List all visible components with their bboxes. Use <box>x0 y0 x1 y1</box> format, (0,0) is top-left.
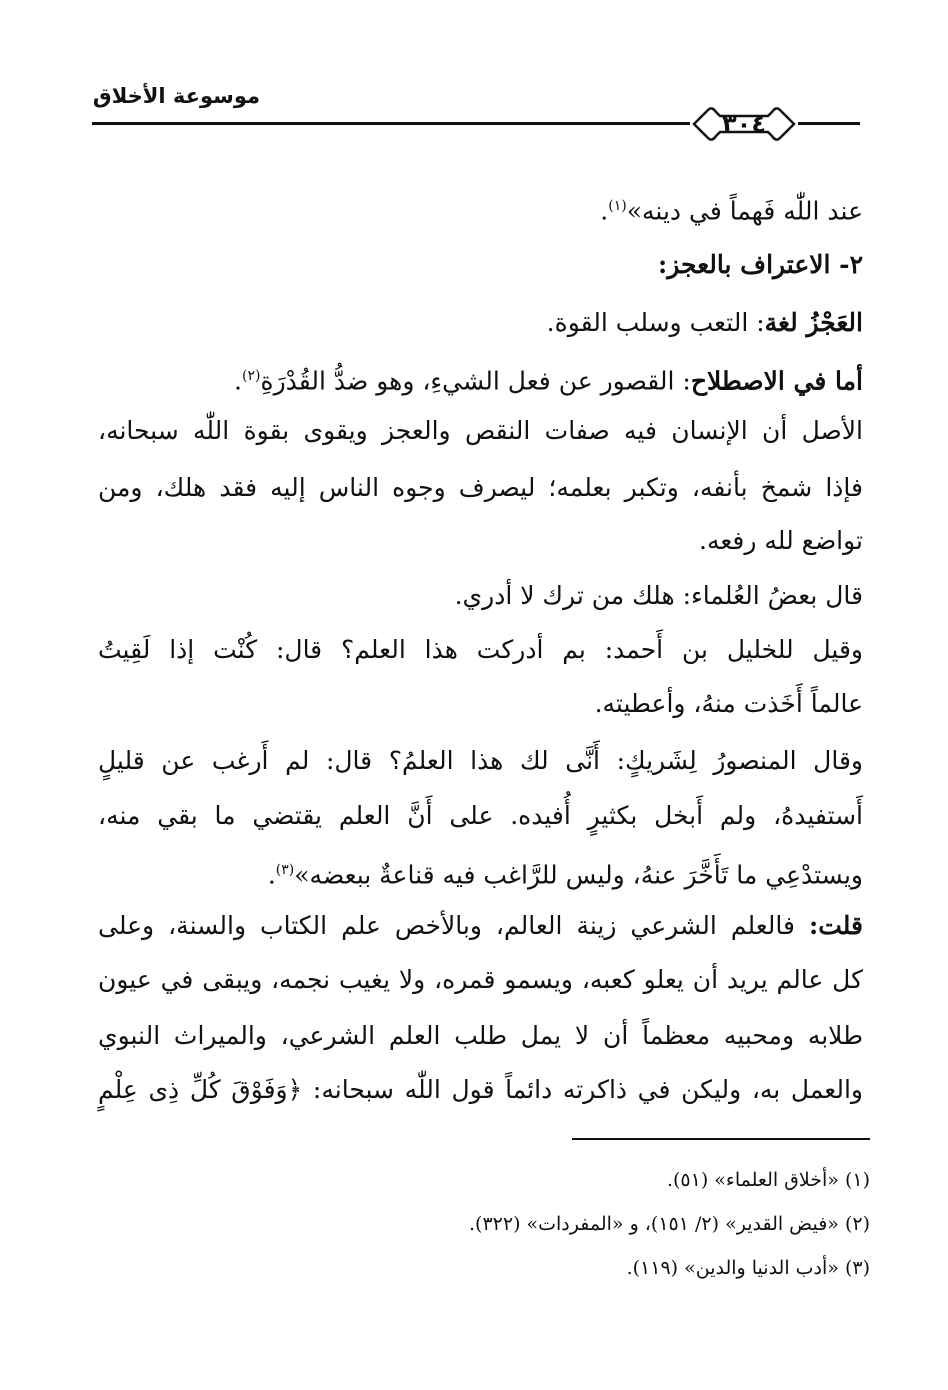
header-rule-right <box>798 122 860 125</box>
text-line-10: عالماً أَخَذت منهُ، وأعطيته. <box>594 689 863 718</box>
page-number: ٣٠٤ <box>722 110 766 138</box>
text-line-13: ويستدْعِي ما تَأَخَّرَ عنهُ، وليس للرَّاغب فيه قناعةٌ ببعضه»$^{(٣)}$. <box>267 860 863 890</box>
text-line-1: عند اللّٰه فَهماً في دينه»$^{(١)}$. <box>600 196 863 226</box>
running-header-title: موسوعة الأخلاق <box>92 84 260 108</box>
text-line-7: تواضع لله رفعه. <box>699 526 863 555</box>
definition-linguistic: العَجْزُ لغة: التعب وسلب القوة. <box>546 308 863 337</box>
footnote-3: (٣) «أدب الدنيا والدين» (١١٩). <box>626 1257 870 1279</box>
qult-label: قلت: <box>808 911 863 940</box>
footnote-ref-2[interactable]: (٢) <box>242 368 261 384</box>
text-line-6: فإذا شمخ بأنفه، وتكبر بعلمه؛ ليصرف وجوه الناس إليه فقد هلك، ومن <box>98 473 863 502</box>
text-line-17: والعمل به، وليكن في ذاكرته دائماً قول اللّٰه سبحانه: ﴿وَفَوْقَ كُلِّ ذِى عِلْمٍ <box>98 1075 863 1104</box>
definition-technical: أما في الاصطلاح: القصور عن فعل الشيءِ، وهو ضدُّ القُدْرَةِ$^{(٢)}$. <box>234 366 863 396</box>
footnote-ref-1[interactable]: (١) <box>608 198 627 214</box>
text-line-9: وقيل للخليل بن أَحمد: بم أدركت هذا العلم؟ قال: كُنْت إذا لَقِيتُ <box>98 635 863 664</box>
definition-term: العَجْزُ لغة <box>764 308 863 337</box>
text-line-11: وقال المنصورُ لِشَريكٍ: أَنَّى لك هذا العلمُ؟ قال: لم أَرغب عن قليلٍ <box>98 746 863 775</box>
text-line-16: طلابه ومحبيه معظماً أن لا يمل طلب العلم الشرعي، والميراث النبوي <box>98 1021 863 1050</box>
page-number-badge <box>690 104 798 144</box>
text-line-12: أَستفيدهُ، ولم أَبخل بكثيرٍ أُفيده. على أَنَّ العلم يقتضي ما بقي منه، <box>98 801 863 830</box>
footnote-1: (١) «أخلاق العلماء» (٥١). <box>666 1169 870 1191</box>
footnote-ref-3[interactable]: (٣) <box>275 862 295 878</box>
text-line-8: قال بعضُ العُلماء: هلك من ترك لا أدري. <box>454 581 863 610</box>
header-rule-left <box>92 122 690 125</box>
footnote-2: (٢) «فيض القدير» (٢/ ١٥١)، و «المفردات» (٣٢٢). <box>468 1213 870 1235</box>
text-line-5: الأصل أن الإنسان فيه صفات النقص والعجز ويقوى بقوة اللّٰه سبحانه، <box>98 416 863 445</box>
definition-term: أما في الاصطلاح <box>690 366 863 396</box>
footnote-separator <box>572 1138 870 1140</box>
section-heading: ٢- الاعتراف بالعجز: <box>658 250 863 279</box>
text-line-14: قلت: فالعلم الشرعي زينة العالم، وبالأخص علم الكتاب والسنة، وعلى <box>98 911 863 940</box>
text-line-15: كل عالم يريد أن يعلو كعبه، ويسمو قمره، ولا يغيب نجمه، ويبقى في عيون <box>98 965 863 994</box>
